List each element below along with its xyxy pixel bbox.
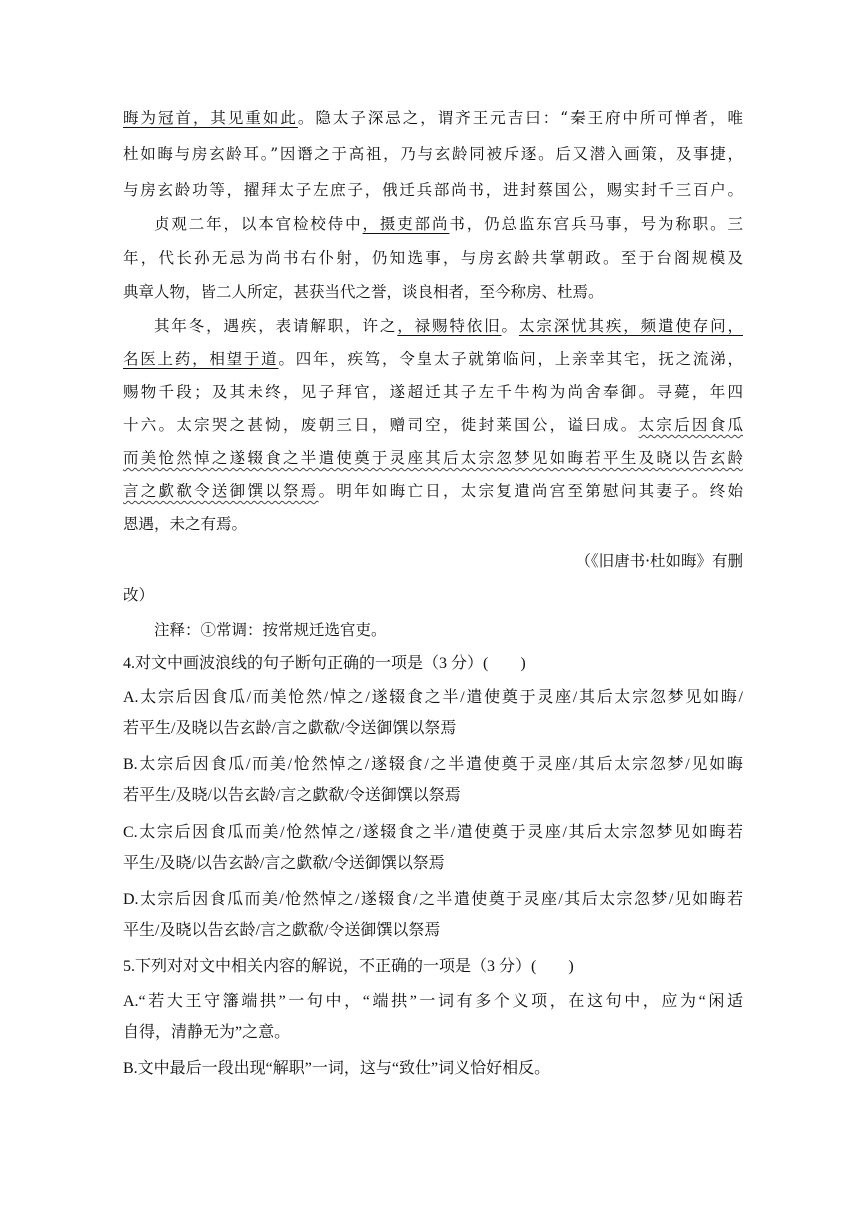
option-a: 自得，清静无为”之意。 [123,1024,291,1041]
question-stem: 5.下列对对文中相关内容的解说，不正确的一项是（3 分）( ) [123,958,574,975]
option-d: D.太宗后因食瓜而美/怆然悼之/遂辍食/之半遣使奠于灵座/其后太宗忽梦/见如晦若 [123,891,743,908]
passage-line: 典章人物，皆二人所定，甚获当代之誉，谈良相者，至今称房、杜焉。 [123,283,604,301]
underlined-phrase: ，禄赐特依旧 [397,317,502,335]
passage-line: 言之歔欷令送御馔以祭焉。明年如晦亡日，太宗复遣尚宫至第慰问其妻子。终始 [123,482,743,500]
underlined-sentence: 太宗深忧其疾，频遣使存问， [518,317,743,335]
option-a: A.太宗后因食瓜/而美怆然/悼之/遂辍食之半/遣使奠于灵座/其后太宗忽梦见如晦/ [123,689,743,706]
option-b: 若平生/及晓/以告玄龄/言之歔欷/令送御馔以祭焉 [123,787,461,804]
option-d: 平生/及晓以告玄龄/言之歔欷/令送御馔以祭焉 [123,922,441,939]
source-citation: （《旧唐书·杜如晦》有删 [575,552,743,570]
underlined-sentence: 名医上药，相望于道 [123,350,279,368]
passage-line: 十六。太宗哭之甚恸，废朝三日，赠司空，徙封莱国公，谥曰成。太宗后因食瓜 [123,416,743,434]
underlined-phrase: ，摄吏部尚 [362,215,450,233]
option-a: 若平生/及晓以告玄龄/言之歔欷/令送御馔以祭焉 [123,720,457,737]
wavy-underlined-sentence: 而美怆然悼之遂辍食之半遣使奠于灵座其后太宗忽梦见如晦若平生及晓以告玄龄 [123,449,743,467]
wavy-underlined-sentence: 言之歔欷令送御馔以祭焉 [123,482,319,500]
passage-line: 名医上药，相望于道。四年，疾笃，令皇太子就第临问，上亲幸其宅，抚之流涕， [123,350,743,368]
passage-line: 杜如晦与房玄龄耳。”因谮之于高祖，乃与玄龄同被斥逐。后又潜入画策，及事捷， [123,145,743,163]
passage-line: 恩遇，未之有焉。 [123,515,248,533]
option-c: 平生/及晓/以告玄龄/言之歔欷/令送御馔以祭焉 [123,855,445,872]
passage-line: 赐物千段；及其未终，见子拜官，遂超迁其子左千牛构为尚舍奉御。寻薨，年四 [123,383,743,401]
passage-line: 与房玄龄功等，擢拜太子左庶子，俄迁兵部尚书，进封蔡国公，赐实封千三百户。 [123,181,743,199]
passage-line: 其年冬，遇疾，表请解职，许之，禄赐特依旧。太宗深忧其疾，频遣使存问， [154,317,743,335]
option-b: B.太宗后因食瓜/而美/怆然悼之/遂辍食/之半遣使奠于灵座/其后太宗忽梦/见如晦 [123,756,743,773]
passage-line [123,448,743,468]
option-a: A.“若大王守籓端拱”一句中，“端拱”一词有多个义项，在这句中，应为“闲适 [123,993,743,1010]
passage-line: 晦为冠首，其见重如此。隐太子深忌之，谓齐王元吉曰：“秦王府中所可惮者，唯 [123,109,743,127]
passage-line: 年，代长孙无忌为尚书右仆射，仍知选事，与房玄龄共掌朝政。至于台阁规模及 [123,249,743,267]
annotation-note: 注释：①常调：按常规迁选官吏。 [154,621,387,639]
wavy-underlined-sentence: 太宗后因食瓜 [638,416,743,434]
option-b: B.文中最后一段出现“解职”一词，这与“致仕”词义恰好相反。 [123,1060,551,1077]
underlined-sentence: 晦为冠首，其见重如此 [123,109,298,127]
question-stem: 4.对文中画波浪线的句子断句正确的一项是（3 分）( ) [123,655,526,672]
source-citation: 改） [123,586,155,604]
option-c: C.太宗后因食瓜而美/怆然悼之/遂辍食之半/遣使奠于灵座/其后太宗忽梦见如晦若 [123,824,743,841]
passage-line: 贞观二年，以本官检校侍中，摄吏部尚书，仍总监东宫兵马事，号为称职。三 [154,215,743,233]
